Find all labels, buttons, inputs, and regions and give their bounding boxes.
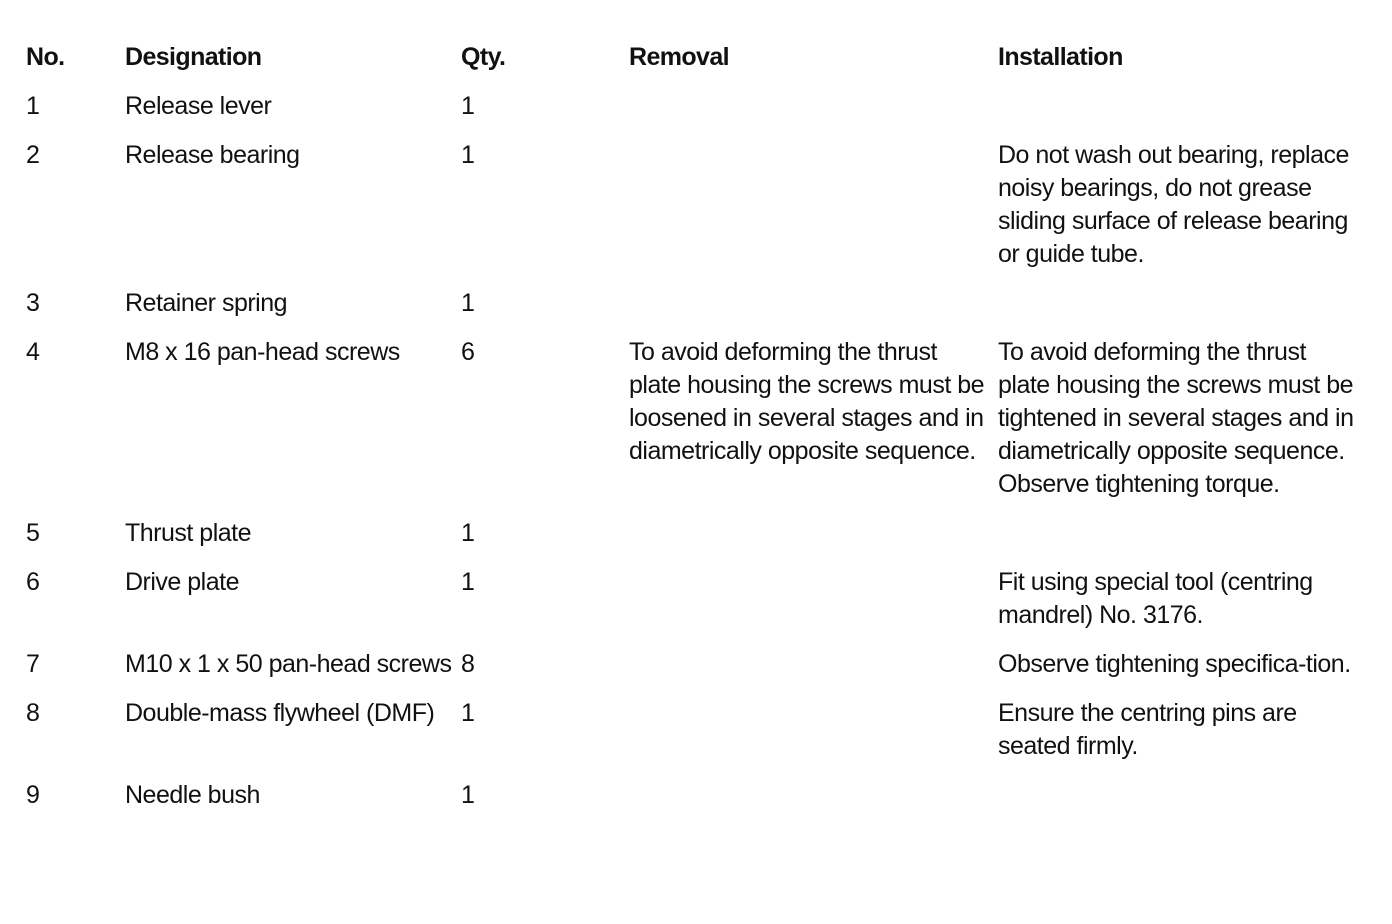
row-qty: 1 bbox=[461, 141, 475, 169]
row-installation: Ensure the centring pins are seated firmly. bbox=[998, 699, 1297, 760]
header-no: No. bbox=[26, 43, 65, 71]
row-qty: 1 bbox=[461, 92, 475, 120]
row-qty: 1 bbox=[461, 519, 475, 547]
row-removal bbox=[629, 517, 998, 566]
row-installation: Fit using special tool (centring mandrel) No. 3176. bbox=[998, 568, 1313, 629]
row-installation bbox=[998, 779, 1366, 828]
row-qty: 6 bbox=[461, 338, 475, 366]
row-installation bbox=[998, 517, 1366, 566]
row-no: 8 bbox=[26, 699, 40, 727]
header-qty: Qty. bbox=[461, 43, 506, 71]
table-row bbox=[26, 139, 1366, 287]
row-installation bbox=[998, 90, 1366, 139]
table-row bbox=[26, 779, 1366, 828]
row-designation: Release lever bbox=[125, 92, 272, 120]
row-no: 9 bbox=[26, 781, 40, 809]
row-removal bbox=[629, 90, 998, 139]
table-header-row bbox=[26, 36, 1366, 90]
row-removal bbox=[629, 139, 998, 287]
table-row bbox=[26, 517, 1366, 566]
row-no: 7 bbox=[26, 650, 40, 678]
table-row bbox=[26, 566, 1366, 648]
row-no: 3 bbox=[26, 289, 40, 317]
row-designation: M10 x 1 x 50 pan-head screws bbox=[125, 650, 452, 678]
row-designation: M8 x 16 pan-head screws bbox=[125, 338, 400, 366]
row-removal bbox=[629, 779, 998, 828]
table-row bbox=[26, 648, 1366, 697]
row-no: 4 bbox=[26, 338, 40, 366]
row-installation bbox=[998, 287, 1366, 336]
row-removal bbox=[629, 648, 998, 697]
row-designation: Thrust plate bbox=[125, 519, 252, 547]
row-installation: Observe tightening specifica-tion. bbox=[998, 650, 1351, 678]
row-no: 6 bbox=[26, 568, 40, 596]
header-removal: Removal bbox=[629, 43, 730, 71]
row-removal bbox=[629, 697, 998, 779]
row-designation: Double-mass flywheel (DMF) bbox=[125, 699, 435, 727]
header-designation: Designation bbox=[125, 43, 262, 71]
row-removal bbox=[629, 566, 998, 648]
row-installation: To avoid deforming the thrust plate housing the screws must be tightened in several stages and in diametrically opposite sequence. Observe tightening torque. bbox=[998, 338, 1354, 498]
row-qty: 1 bbox=[461, 699, 475, 727]
table-row bbox=[26, 90, 1366, 139]
row-qty: 8 bbox=[461, 650, 475, 678]
row-qty: 1 bbox=[461, 289, 475, 317]
header-installation: Installation bbox=[998, 43, 1123, 71]
row-no: 2 bbox=[26, 141, 40, 169]
table-row bbox=[26, 336, 1366, 517]
row-designation: Retainer spring bbox=[125, 289, 288, 317]
row-installation: Do not wash out bearing, replace noisy bearings, do not grease sliding surface of release bearing or guide tube. bbox=[998, 141, 1349, 268]
row-no: 1 bbox=[26, 92, 40, 120]
row-removal: To avoid deforming the thrust plate housing the screws must be loosened in several stages and in diametrically opposite sequence. bbox=[629, 338, 985, 465]
row-designation: Drive plate bbox=[125, 568, 239, 596]
parts-table bbox=[26, 36, 1366, 828]
row-no: 5 bbox=[26, 519, 40, 547]
table-row bbox=[26, 287, 1366, 336]
table-row bbox=[26, 697, 1366, 779]
row-removal bbox=[629, 287, 998, 336]
row-qty: 1 bbox=[461, 568, 475, 596]
row-qty: 1 bbox=[461, 781, 475, 809]
row-designation: Release bearing bbox=[125, 141, 300, 169]
row-designation: Needle bush bbox=[125, 781, 260, 809]
